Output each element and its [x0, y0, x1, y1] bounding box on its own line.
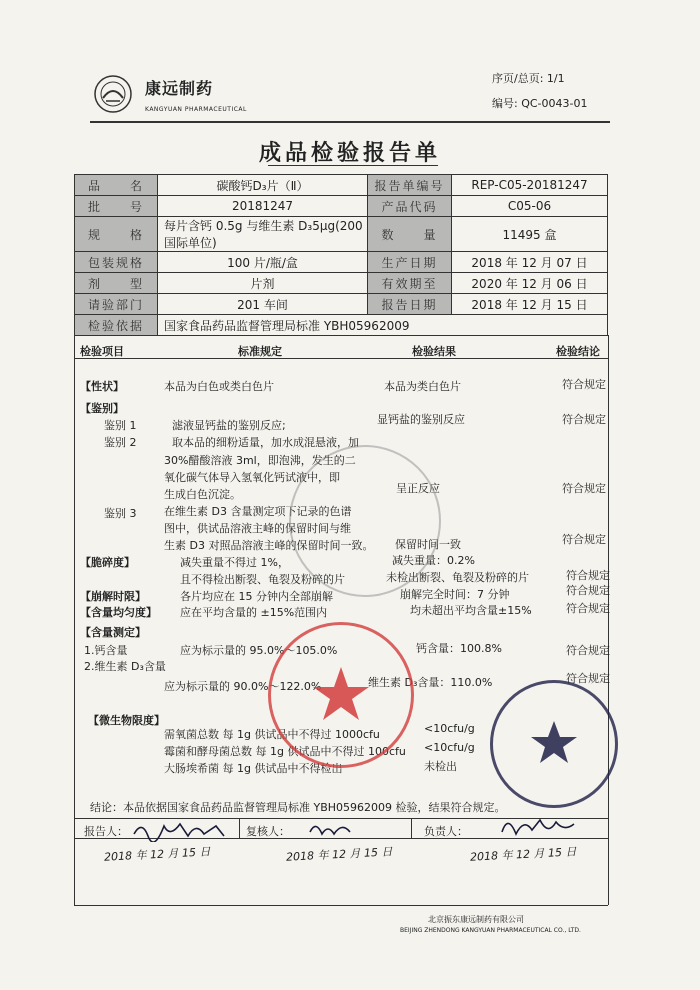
- footer-company-cn: 北京振东康远制药有限公司: [428, 915, 524, 924]
- disintegration-label: 【崩解时限】: [80, 590, 146, 603]
- ident2-label: 鉴别 2: [104, 436, 137, 449]
- sig-divider-1: [239, 818, 240, 838]
- basis: 国家食品药品监督管理局标准 YBH05962009: [157, 314, 608, 336]
- traits-label: 【性状】: [80, 380, 124, 393]
- title-underline: [268, 165, 438, 166]
- assay1-result: 钙含量：100.8%: [416, 642, 502, 655]
- report-no: REP-C05-20181247: [451, 174, 608, 196]
- quantity-label: 数 量: [367, 216, 452, 252]
- friability-standard-2: 且不得检出断裂、龟裂及粉碎的片: [180, 573, 345, 586]
- batch-label: 批 号: [74, 195, 158, 217]
- quality-ink-stamp: [490, 680, 618, 808]
- product-code-label: 产品代码: [367, 195, 452, 217]
- ident2-standard-4: 生成白色沉淀。: [164, 488, 241, 501]
- ident1-label: 鉴别 1: [104, 419, 137, 432]
- expiry-date: 2020 年 12 月 06 日: [451, 272, 608, 294]
- ident2-standard-2: 30%醋酸溶液 3ml，即泡沸，发生的二: [164, 454, 356, 467]
- batch-number: 20181247: [157, 195, 368, 217]
- traits-standard: 本品为白色或类白色片: [164, 380, 274, 393]
- ident-label: 【鉴别】: [80, 402, 124, 415]
- basis-label: 检验依据: [74, 314, 158, 336]
- faint-company-stamp: [289, 445, 441, 597]
- uniformity-standard: 应在平均含量的 ±15%范围内: [180, 606, 328, 619]
- department-label: 请验部门: [74, 293, 158, 315]
- traits-result: 本品为类白色片: [384, 380, 461, 393]
- document-code: 编号: QC-0043-01: [492, 97, 588, 110]
- reporter-label: 报告人：: [84, 825, 128, 838]
- spec-line-1: 每片含钙 0.5g 与维生素 D₃5μg(200: [164, 219, 363, 233]
- assay2-conclusion: 符合规定: [566, 672, 610, 685]
- brand-name: 康远制药: [145, 79, 214, 98]
- ident1-result: 显钙盐的鉴别反应: [377, 413, 465, 426]
- assay2-label: 2.维生素 D₃含量: [84, 660, 166, 673]
- spec-label: 规 格: [74, 216, 158, 252]
- traits-conclusion: 符合规定: [562, 378, 606, 391]
- col-header-result: 检验结果: [412, 345, 456, 358]
- assay2-standard: 应为标示量的 90.0%～122.0%: [164, 680, 322, 693]
- ident3-standard-1: 在维生素 D3 含量测定项下记录的色谱: [164, 505, 352, 518]
- ident2-standard-3: 氧化碳气体导入氢氧化钙试液中，即: [164, 471, 340, 484]
- assay-label: 【含量测定】: [80, 626, 146, 639]
- microbial1-result: <10cfu/g: [424, 722, 475, 735]
- quality-red-stamp: [268, 622, 414, 768]
- production-date-label: 生产日期: [367, 251, 452, 273]
- friability-result-1: 减失重量：0.2%: [392, 554, 475, 567]
- product-code: C05-06: [451, 195, 608, 217]
- ident2-conclusion: 符合规定: [562, 482, 606, 495]
- responsible-date: 2018 年 12 月 15 日: [469, 845, 577, 864]
- ident3-result: 保留时间一致: [395, 538, 461, 551]
- friability-result-2: 未检出断裂、龟裂及粉碎的片: [386, 571, 529, 584]
- responsible-signature: [498, 812, 578, 840]
- ident3-standard-2: 图中，供试品溶液主峰的保留时间与维: [164, 522, 351, 535]
- assay1-standard: 应为标示量的 95.0%～105.0%: [180, 644, 338, 657]
- report-date-label: 报告日期: [367, 293, 452, 315]
- results-left-border: [74, 335, 75, 905]
- dosage-form-label: 剂 型: [74, 272, 158, 294]
- col-header-conclusion: 检验结论: [556, 345, 600, 358]
- package-label: 包装规格: [74, 251, 158, 273]
- ident1-standard: 滤液显钙盐的鉴别反应;: [172, 419, 286, 432]
- reviewer-date: 2018 年 12 月 15 日: [285, 845, 393, 864]
- dosage-form: 片剂: [157, 272, 368, 294]
- reporter-date: 2018 年 12 月 15 日: [103, 845, 211, 864]
- ident2-standard-1: 取本品的细粉适量，加水成混悬液，加: [172, 436, 359, 449]
- friability-label: 【脆碎度】: [80, 556, 135, 569]
- uniformity-result: 均未超出平均含量±15%: [410, 604, 532, 617]
- disintegration-standard: 各片均应在 15 分钟内全部崩解: [180, 590, 333, 603]
- product-name: 碳酸钙D₃片（Ⅱ）: [157, 174, 368, 196]
- uniformity-label: 【含量均匀度】: [80, 606, 157, 619]
- microbial2-standard: 霉菌和酵母菌总数 每 1g 供试品中不得过 100cfu: [164, 745, 406, 758]
- microbial1-standard: 需氧菌总数 每 1g 供试品中不得过 1000cfu: [164, 728, 380, 741]
- microbial3-standard: 大肠埃希菌 每 1g 供试品中不得检出: [164, 762, 343, 775]
- company-logo-icon: [93, 74, 133, 114]
- assay2-result: 维生素 D₃含量：110.0%: [368, 676, 493, 689]
- ident3-label: 鉴别 3: [104, 507, 137, 520]
- production-date: 2018 年 12 月 07 日: [451, 251, 608, 273]
- report-no-label: 报告单编号: [367, 174, 452, 196]
- col-header-standard: 标准规定: [238, 345, 282, 358]
- friability-standard-1: 减失重量不得过 1%，: [180, 556, 289, 569]
- footer-company-en: BEIJING ZHENDONG KANGYUAN PHARMACEUTICAL CO., LTD.: [400, 927, 581, 934]
- responsible-label: 负责人：: [424, 825, 468, 838]
- spec-cell: [157, 216, 368, 252]
- assay1-conclusion: 符合规定: [566, 644, 610, 657]
- product-name-label: 品 名: [74, 174, 158, 196]
- ident3-conclusion: 符合规定: [562, 533, 606, 546]
- brand-name-en: KANGYUAN PHARMACEUTICAL: [145, 106, 247, 113]
- expiry-label: 有效期至: [367, 272, 452, 294]
- package-spec: 100 片/瓶/盒: [157, 251, 368, 273]
- signature-bottom-divider: [74, 905, 608, 906]
- reviewer-signature: [306, 816, 356, 840]
- results-right-border: [608, 335, 609, 905]
- page-info: 序页/总页: 1/1: [492, 72, 565, 85]
- sig-divider-2: [411, 818, 412, 838]
- spec-line-2: 国际单位): [164, 236, 217, 250]
- microbial3-result: 未检出: [424, 760, 457, 773]
- star-icon: [493, 683, 615, 805]
- ident3-standard-3: 生素 D3 对照品溶液主峰的保留时间一致。: [164, 539, 374, 552]
- ident1-conclusion: 符合规定: [562, 413, 606, 426]
- reviewer-label: 复核人：: [246, 825, 290, 838]
- friability-conclusion-1: 符合规定: [566, 569, 610, 582]
- star-icon: [271, 625, 411, 765]
- department: 201 车间: [157, 293, 368, 315]
- conclusion-text: 结论：本品依据国家食品药品监督管理局标准 YBH05962009 检验，结果符合规定。: [90, 801, 506, 814]
- quantity: 11495 盒: [451, 216, 608, 252]
- uniformity-conclusion: 符合规定: [566, 602, 610, 615]
- microbial-label: 【微生物限度】: [88, 714, 165, 727]
- reporter-signature: [130, 816, 230, 842]
- friability-conclusion-2: 符合规定: [566, 584, 610, 597]
- results-header-divider: [74, 358, 608, 359]
- assay1-label: 1.钙含量: [84, 644, 128, 657]
- ident2-result: 呈正反应: [396, 482, 440, 495]
- header-divider: [90, 121, 610, 123]
- report-date: 2018 年 12 月 15 日: [451, 293, 608, 315]
- disintegration-result: 崩解完全时间：7 分钟: [400, 588, 510, 601]
- microbial2-result: <10cfu/g: [424, 741, 475, 754]
- page-title: 成品检验报告单: [258, 141, 441, 166]
- col-header-item: 检验项目: [80, 345, 124, 358]
